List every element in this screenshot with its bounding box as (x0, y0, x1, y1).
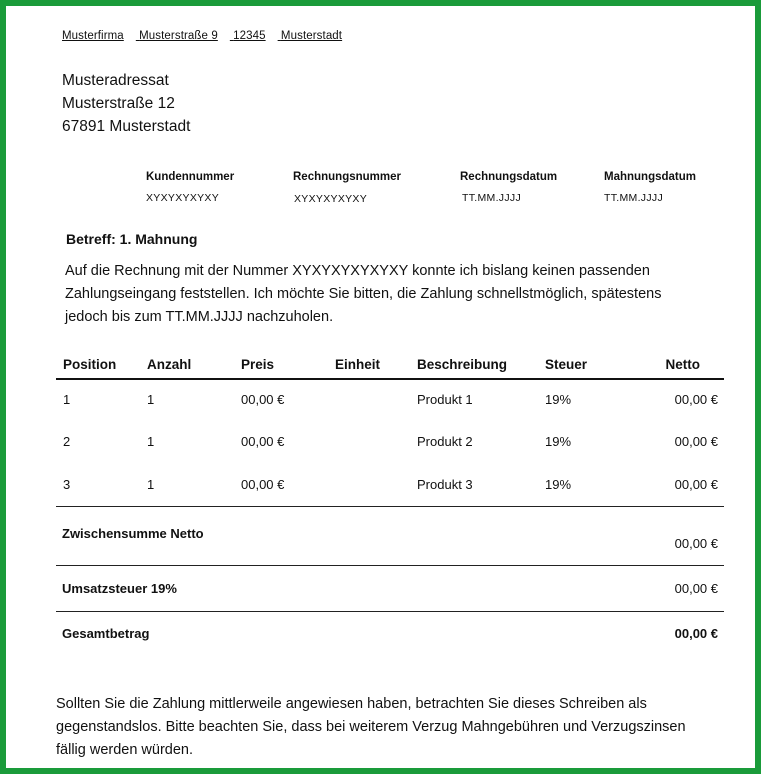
meta-value-rechnungsdatum: TT.MM.JJJJ (462, 192, 521, 204)
col-header-netto: Netto (665, 357, 700, 372)
recipient-name: Musteradressat (62, 72, 169, 89)
subtotal-label: Zwischensumme Netto (62, 526, 204, 541)
meta-label-rechnungsdatum: Rechnungsdatum (460, 171, 558, 183)
row-3-netto: 00,00 € (674, 477, 718, 492)
meta-label-mahnungsdatum: Mahnungsdatum (604, 171, 696, 183)
row-2-anzahl: 1 (147, 434, 155, 449)
row-2-beschreibung: Produkt 2 (417, 434, 473, 449)
row-1-netto: 00,00 € (674, 392, 718, 407)
meta-label-rechnungsnummer: Rechnungsnummer (293, 171, 401, 183)
row-3-steuer: 19% (545, 477, 572, 492)
sender-company: Musterfirma (62, 30, 124, 42)
row-2-steuer: 19% (545, 434, 572, 449)
row-3-anzahl: 1 (147, 477, 155, 492)
col-header-anzahl: Anzahl (147, 357, 192, 372)
subject-line: Betreff: 1. Mahnung (66, 231, 198, 247)
subtotal-rule (56, 565, 724, 566)
recipient-city: 67891 Musterstadt (62, 118, 191, 135)
col-header-einheit: Einheit (335, 357, 381, 372)
col-header-preis: Preis (241, 357, 275, 372)
total-value: 00,00 € (674, 626, 718, 641)
table-header-rule (56, 378, 724, 380)
vat-rule (56, 611, 724, 612)
closing-line-1: Sollten Sie die Zahlung mittlerweile angewiesen haben, betrachten Sie dieses Schreiben als (56, 696, 647, 712)
row-1-beschreibung: Produkt 1 (417, 392, 473, 407)
sender-line (62, 30, 354, 42)
meta-value-kundennummer: XYXYXYXYXY (146, 192, 220, 204)
row-2-position: 2 (63, 434, 71, 449)
sender-street: Musterstraße 9 (139, 30, 218, 42)
row-2-preis: 00,00 € (241, 434, 285, 449)
sender-zip: 12345 (233, 30, 266, 42)
row-3-preis: 00,00 € (241, 477, 285, 492)
subtotal-value: 00,00 € (674, 536, 718, 551)
intro-line-3: jedoch bis zum TT.MM.JJJJ nachzuholen. (65, 309, 334, 325)
row-1-preis: 00,00 € (241, 392, 285, 407)
meta-label-kundennummer: Kundennummer (146, 171, 235, 183)
row-1-position: 1 (63, 392, 71, 407)
intro-line-2: Zahlungseingang feststellen. Ich möchte Sie bitten, die Zahlung schnellstmöglich, spätestens (65, 286, 662, 302)
recipient-street: Musterstraße 12 (62, 95, 175, 112)
table-bottom-rule (56, 506, 724, 507)
closing-line-2: gegenstandslos. Bitte beachten Sie, dass bei weiterem Verzug Mahngebühren und Verzugszinsen (56, 719, 686, 735)
col-header-steuer: Steuer (545, 357, 588, 372)
row-3-beschreibung: Produkt 3 (417, 477, 473, 492)
vat-label: Umsatzsteuer 19% (62, 581, 177, 596)
intro-line-1: Auf die Rechnung mit der Nummer XYXYXYXYXYXY konnte ich bislang keinen passenden (65, 263, 650, 279)
row-1-anzahl: 1 (147, 392, 155, 407)
meta-value-mahnungsdatum: TT.MM.JJJJ (604, 192, 663, 204)
row-1-steuer: 19% (545, 392, 572, 407)
sender-city: Musterstadt (280, 30, 343, 42)
closing-line-3: fällig werden würden. (56, 742, 194, 758)
row-3-position: 3 (63, 477, 71, 492)
vat-value: 00,00 € (674, 581, 718, 596)
meta-value-rechnungsnummer: XYXYXYXYXY (294, 193, 368, 205)
col-header-beschreibung: Beschreibung (417, 357, 508, 372)
col-header-position: Position (63, 357, 117, 372)
total-label: Gesamtbetrag (62, 626, 150, 641)
row-2-netto: 00,00 € (674, 434, 718, 449)
